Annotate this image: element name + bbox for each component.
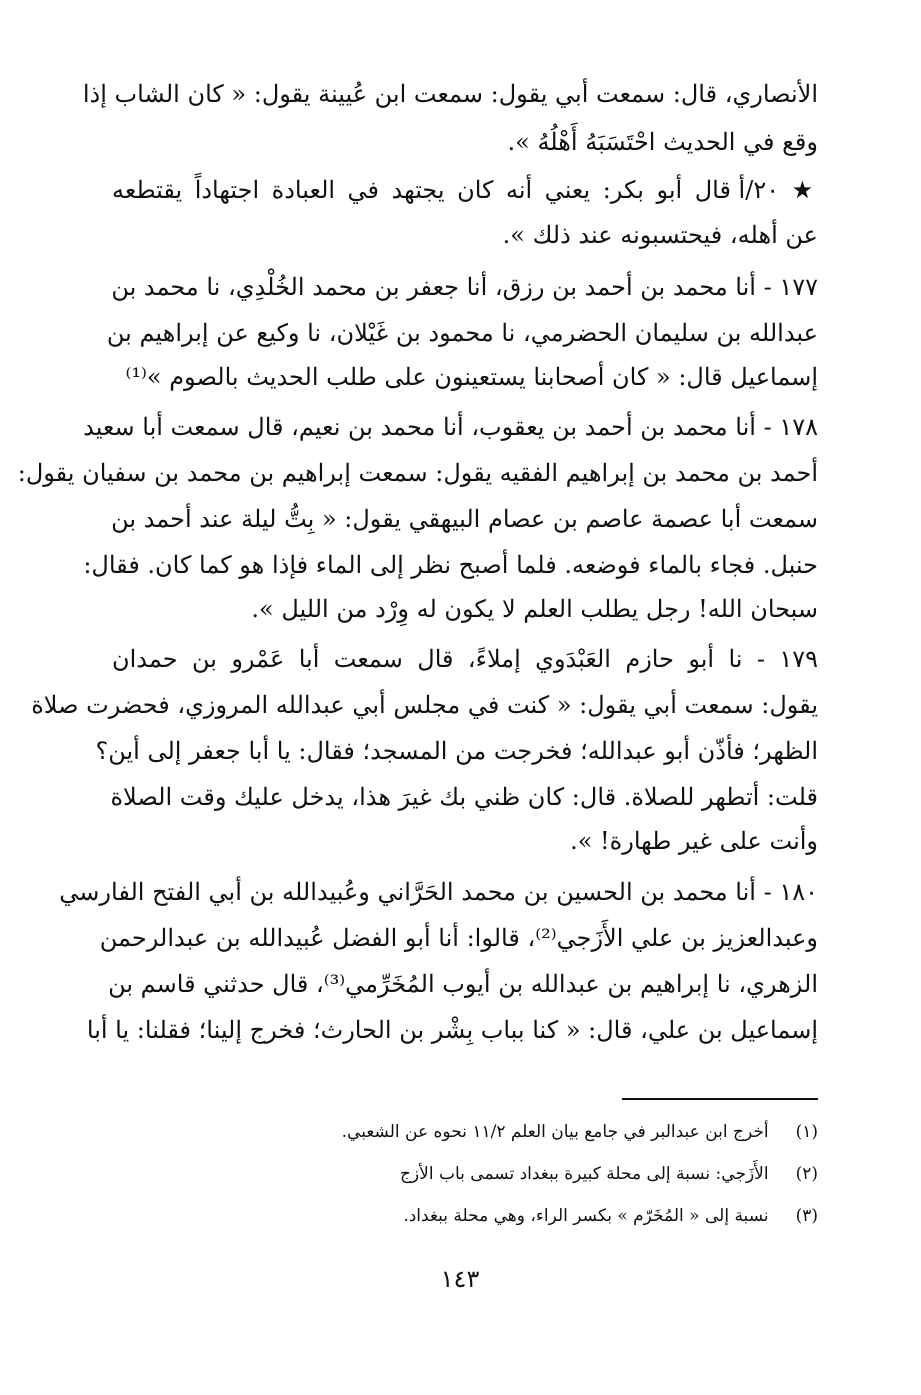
- footnote-separator: [622, 1098, 818, 1100]
- text-line: ١٨٠ - أنا محمد بن الحسين بن محمد الحَرَّاني وعُبيدالله بن أبي الفتح الفارسي: [59, 878, 818, 906]
- text-line: ١٧٨ - أنا محمد بن أحمد بن يعقوب، أنا محمد بن نعيم، قال سمعت أبا سعيد: [83, 413, 818, 441]
- text-line: حنبل. فجاء بالماء فوضعه. فلما أصبح نظر إلى الماء فإذا هو كما كان. فقال:: [83, 551, 818, 579]
- text-line: قلت: أتطهر للصلاة. قال: كان ظني بك غيرَ هذا، يدخل عليك وقت الصلاة: [110, 783, 818, 811]
- footnote-text: الأَزَجي: نسبة إلى محلة كبيرة ببغداد تسمى باب الأزج: [399, 1164, 769, 1184]
- footnote: [200, 1159, 818, 1189]
- footnote-number: (٢): [795, 1164, 818, 1184]
- text-line: عن أهله، فيحتسبونه عند ذلك ».: [502, 221, 818, 249]
- text-line: وأنت على غير طهارة! ».: [570, 827, 818, 855]
- text-line: سمعت أبا عصمة عاصم بن عصام البيهقي يقول: « بِتُّ ليلة عند أحمد بن: [111, 505, 818, 533]
- text-line: أحمد بن محمد بن إبراهيم الفقيه يقول: سمعت إبراهيم بن محمد بن سفيان يقول:: [17, 459, 818, 487]
- footnote-text: نسبة إلى « المُخَرّم » بكسر الراء، وهي محلة ببغداد.: [403, 1206, 769, 1226]
- footnote: [200, 1201, 818, 1231]
- footnote-text: أخرج ابن عبدالبر في جامع بيان العلم ١١/٢ نحوه عن الشعبي.: [341, 1122, 769, 1142]
- text-line: ١٧٧ - أنا محمد بن أحمد بن رزق، أنا جعفر بن محمد الخُلْدِي، نا محمد بن: [111, 273, 818, 301]
- text-line: الزهري، نا إبراهيم بن عبدالله بن أيوب المُخَرِّمي⁽³⁾، قال حدثني قاسم بن: [108, 970, 818, 998]
- text-line: ★ ٢٠/أ قال أبو بكر: يعني أنه كان يجتهد في العبادة اجتهاداً يقتطعه: [112, 176, 818, 204]
- text-line: وقع في الحديث احْتَسَبَهُ أَهْلُهُ ».: [507, 128, 818, 156]
- text-line: ١٧٩ - نا أبو حازم العَبْدَوي إملاءً، قال سمعت أبا عَمْرو بن حمدان: [112, 645, 818, 673]
- footnote-number: (٣): [795, 1206, 818, 1226]
- text-line: وعبدالعزيز بن علي الأَزَجي⁽²⁾، قالوا: أنا أبو الفضل عُبيدالله بن عبدالرحمن: [99, 924, 818, 952]
- text-line: الأنصاري، قال: سمعت أبي يقول: سمعت ابن عُيينة يقول: « كان الشاب إذا: [82, 80, 818, 108]
- text-line: إسماعيل قال: « كان أصحابنا يستعينون على طلب الحديث بالصوم »⁽¹⁾: [125, 363, 818, 391]
- footnote-number: (١): [795, 1122, 818, 1142]
- footnote: [200, 1117, 818, 1147]
- text-line: سبحان الله! رجل يطلب العلم لا يكون له وِرْد من الليل ».: [251, 595, 818, 623]
- text-line: عبدالله بن سليمان الحضرمي، نا محمود بن غَيْلان، نا وكيع عن إبراهيم بن: [106, 319, 818, 347]
- text-line: الظهر؛ فأذّن أبو عبدالله؛ فخرجت من المسجد؛ فقال: يا أبا جعفر إلى أين؟: [95, 737, 818, 765]
- text-line: إسماعيل بن علي، قال: « كنا بباب بِشْر بن الحارث؛ فخرج إلينا؛ فقلنا: يا أبا: [86, 1016, 818, 1044]
- text-line: يقول: سمعت أبي يقول: « كنت في مجلس أبي عبدالله المروزي، فحضرت صلاة: [31, 691, 818, 719]
- page-number: ١٤٣: [440, 1265, 480, 1293]
